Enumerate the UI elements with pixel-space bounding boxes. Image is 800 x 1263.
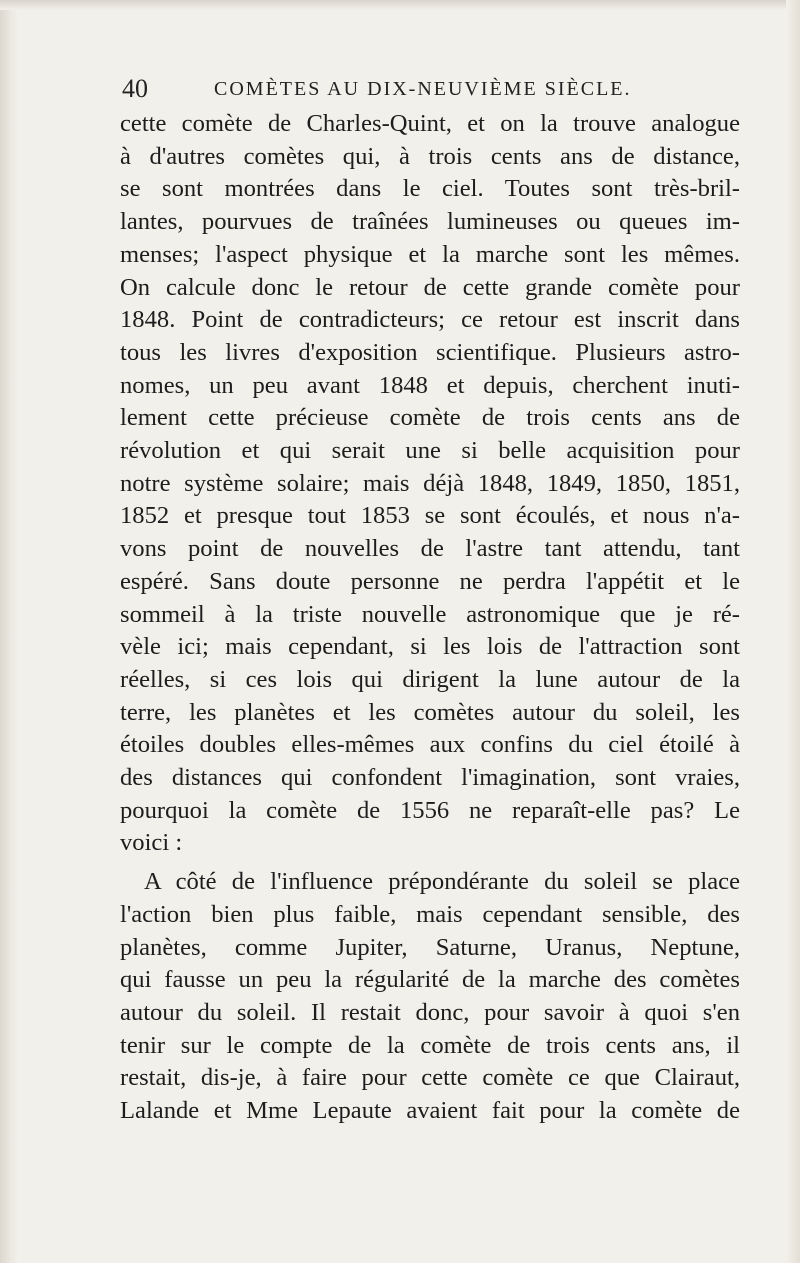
text-line: cette comète de Charles-Quint, et on la trouve analogue [120, 110, 740, 137]
page-header [122, 74, 742, 108]
text-line: se sont montrées dans le ciel. Toutes sont très-bril- [120, 175, 740, 203]
text-line: terre, les planètes et les comètes autour du soleil, les [120, 698, 740, 726]
text-line: à d'autres comètes qui, à trois cents ans de distance, [120, 142, 740, 170]
page-number: 40 [122, 74, 148, 103]
text-line: l'action bien plus faible, mais cependant sensible, des [120, 900, 740, 928]
text-line: autour du soleil. Il restait donc, pour savoir à quoi s'en [120, 998, 740, 1026]
text-line: des distances qui confondent l'imagination, sont vraies, [120, 764, 740, 792]
text-line: pourquoi la comète de 1556 ne reparaît-elle pas? Le [120, 796, 740, 824]
text-line: lantes, pourvues de traînées lumineuses ou queues im- [120, 208, 740, 236]
text-line: sommeil à la triste nouvelle astronomique que je ré- [120, 600, 740, 628]
page-left-shadow [0, 0, 18, 1263]
page-top-shadow [0, 0, 800, 10]
text-line: lement cette précieuse comète de trois cents ans de [120, 404, 740, 432]
text-line: voici : [120, 829, 183, 857]
text-line: A côté de l'influence prépondérante du soleil se place [144, 868, 740, 896]
text-line: notre système solaire; mais déjà 1848, 1849, 1850, 1851, [120, 469, 740, 497]
text-line: étoiles doubles elles-mêmes aux confins du ciel étoilé à [120, 731, 740, 759]
running-title: COMÈTES AU DIX-NEUVIÈME SIÈCLE. [214, 78, 632, 100]
paragraph-2 [120, 866, 740, 1128]
text-line: vèle ici; mais cependant, si les lois de l'attraction sont [120, 633, 740, 661]
body-text [120, 108, 740, 1128]
text-line: espéré. Sans doute personne ne perdra l'appétit et le [120, 567, 740, 595]
text-line: révolution et qui serait une si belle acquisition pour [120, 437, 740, 465]
text-line: Lalande et Mme Lepaute avaient fait pour la comète de [120, 1097, 740, 1125]
text-line: réelles, si ces lois qui dirigent la lune autour de la [120, 665, 740, 693]
text-line: On calcule donc le retour de cette grande comète pour [120, 273, 740, 301]
paragraph-1 [120, 108, 740, 860]
text-line: planètes, comme Jupiter, Saturne, Uranus, Neptune, [120, 933, 740, 961]
text-line: tenir sur le compte de la comète de trois cents ans, il [120, 1031, 740, 1059]
text-line: qui fausse un peu la régularité de la marche des comètes [120, 966, 740, 994]
text-line: 1848. Point de contradicteurs; ce retour est inscrit dans [120, 306, 740, 334]
text-line: tous les livres d'exposition scientifique. Plusieurs astro- [120, 338, 740, 366]
page-right-shadow [786, 0, 800, 1263]
text-line: nomes, un peu avant 1848 et depuis, cherchent inuti- [120, 371, 740, 399]
text-line: 1852 et presque tout 1853 se sont écoulés, et nous n'a- [120, 502, 740, 530]
text-line: menses; l'aspect physique et la marche sont les mêmes. [120, 240, 740, 268]
text-line: restait, dis-je, à faire pour cette comète ce que Clairaut, [120, 1064, 740, 1092]
text-line: vons point de nouvelles de l'astre tant attendu, tant [120, 535, 740, 563]
